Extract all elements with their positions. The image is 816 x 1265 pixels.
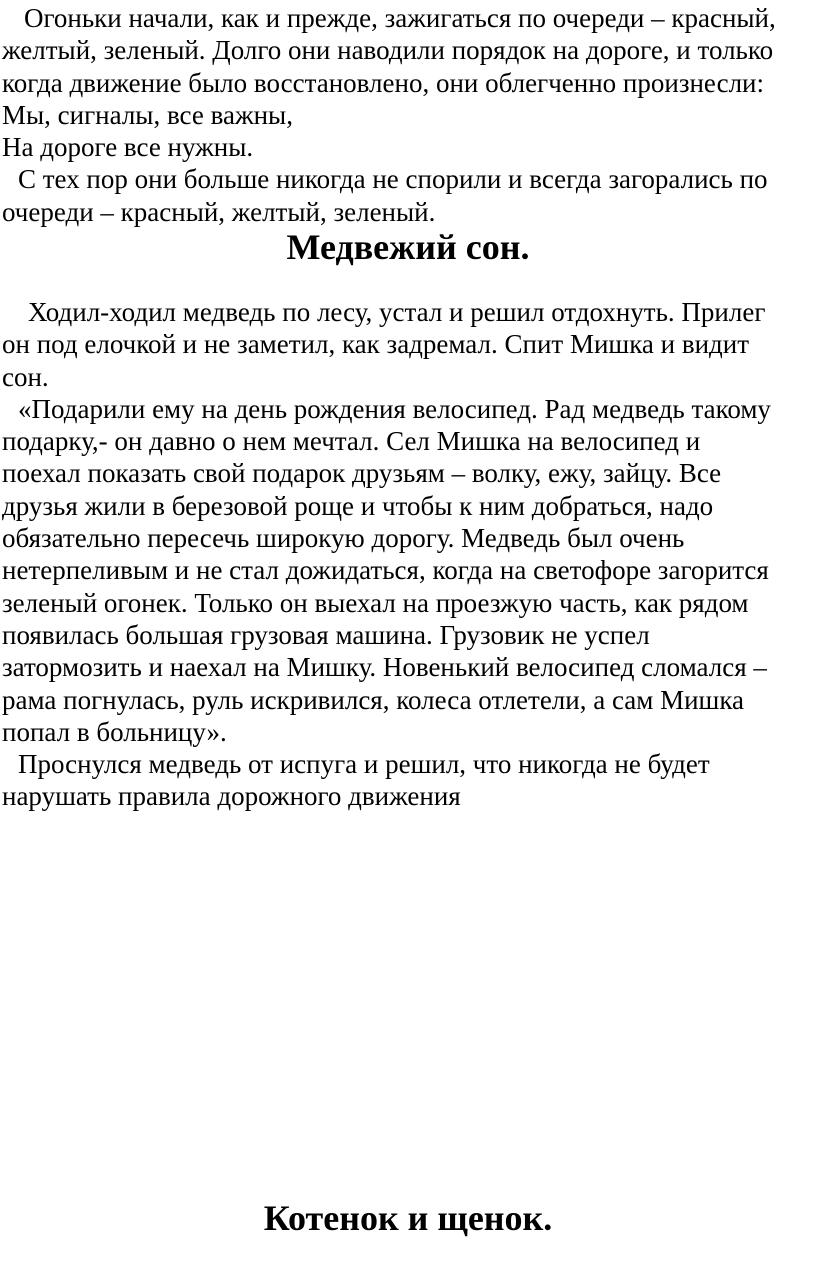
story-title-bear-dream: Медвежий сон. [286, 227, 530, 267]
story-bear-dream-text [2, 296, 814, 813]
text-line: Проснулся медведь от испуга и решил, что никогда не будет [18, 749, 710, 780]
text-line: зеленый огонек. Только он выехал на проезжую часть, как рядом [2, 587, 749, 618]
text-line: нарушать правила дорожного движения [2, 781, 461, 812]
text-line: подарку,- он давно о нем мечтал. Сел Мишка на велосипед и [2, 426, 701, 457]
intro-paragraph [2, 2, 814, 228]
poem-line: Мы, сигналы, все важны, [2, 99, 293, 130]
text-line: Огоньки начали, как и прежде, зажигаться по очереди – красный, [24, 3, 776, 33]
text-line: обязательно пересечь широкую дорогу. Медведь был очень [2, 523, 685, 554]
text-line: появилась большая грузовая машина. Грузовик не успел [2, 619, 650, 650]
text-line: друзья жили в березовой роще и чтобы к ним добраться, надо [2, 490, 714, 521]
text-line: Ходил-ходил медведь по лесу, устал и решил отдохнуть. Прилег [28, 297, 766, 327]
poem-line: На дороге все нужны. [2, 132, 254, 163]
text-line: попал в больницу». [2, 716, 227, 747]
story-title-kitten-puppy: Котенок и щенок. [263, 1198, 553, 1238]
text-line: он под елочкой и не заметил, как задремал. Спит Мишка и видит [2, 329, 750, 360]
text-line: желтый, зеленый. Долго они наводили порядок на дороге, и только [2, 35, 774, 66]
text-line: очереди – красный, желтый, зеленый. [2, 196, 436, 227]
text-line: сон. [2, 361, 49, 392]
text-line: С тех пор они больше никогда не спорили и всегда загорались по [18, 164, 768, 195]
text-line: затормозить и наехал на Мишку. Новенький велосипед сломался – [2, 652, 767, 683]
text-line: «Подарили ему на день рождения велосипед. Рад медведь такому [18, 393, 771, 424]
text-line: когда движение было восстановлено, они облегченно произнесли: [2, 67, 764, 98]
text-line: нетерпеливым и не стал дожидаться, когда на светофоре загорится [2, 555, 769, 586]
text-line: рама погнулась, руль искривился, колеса отлетели, а сам Мишка [2, 684, 745, 715]
text-line: поехал показать свой подарок друзьям – волку, ежу, зайцу. Все [2, 458, 722, 489]
